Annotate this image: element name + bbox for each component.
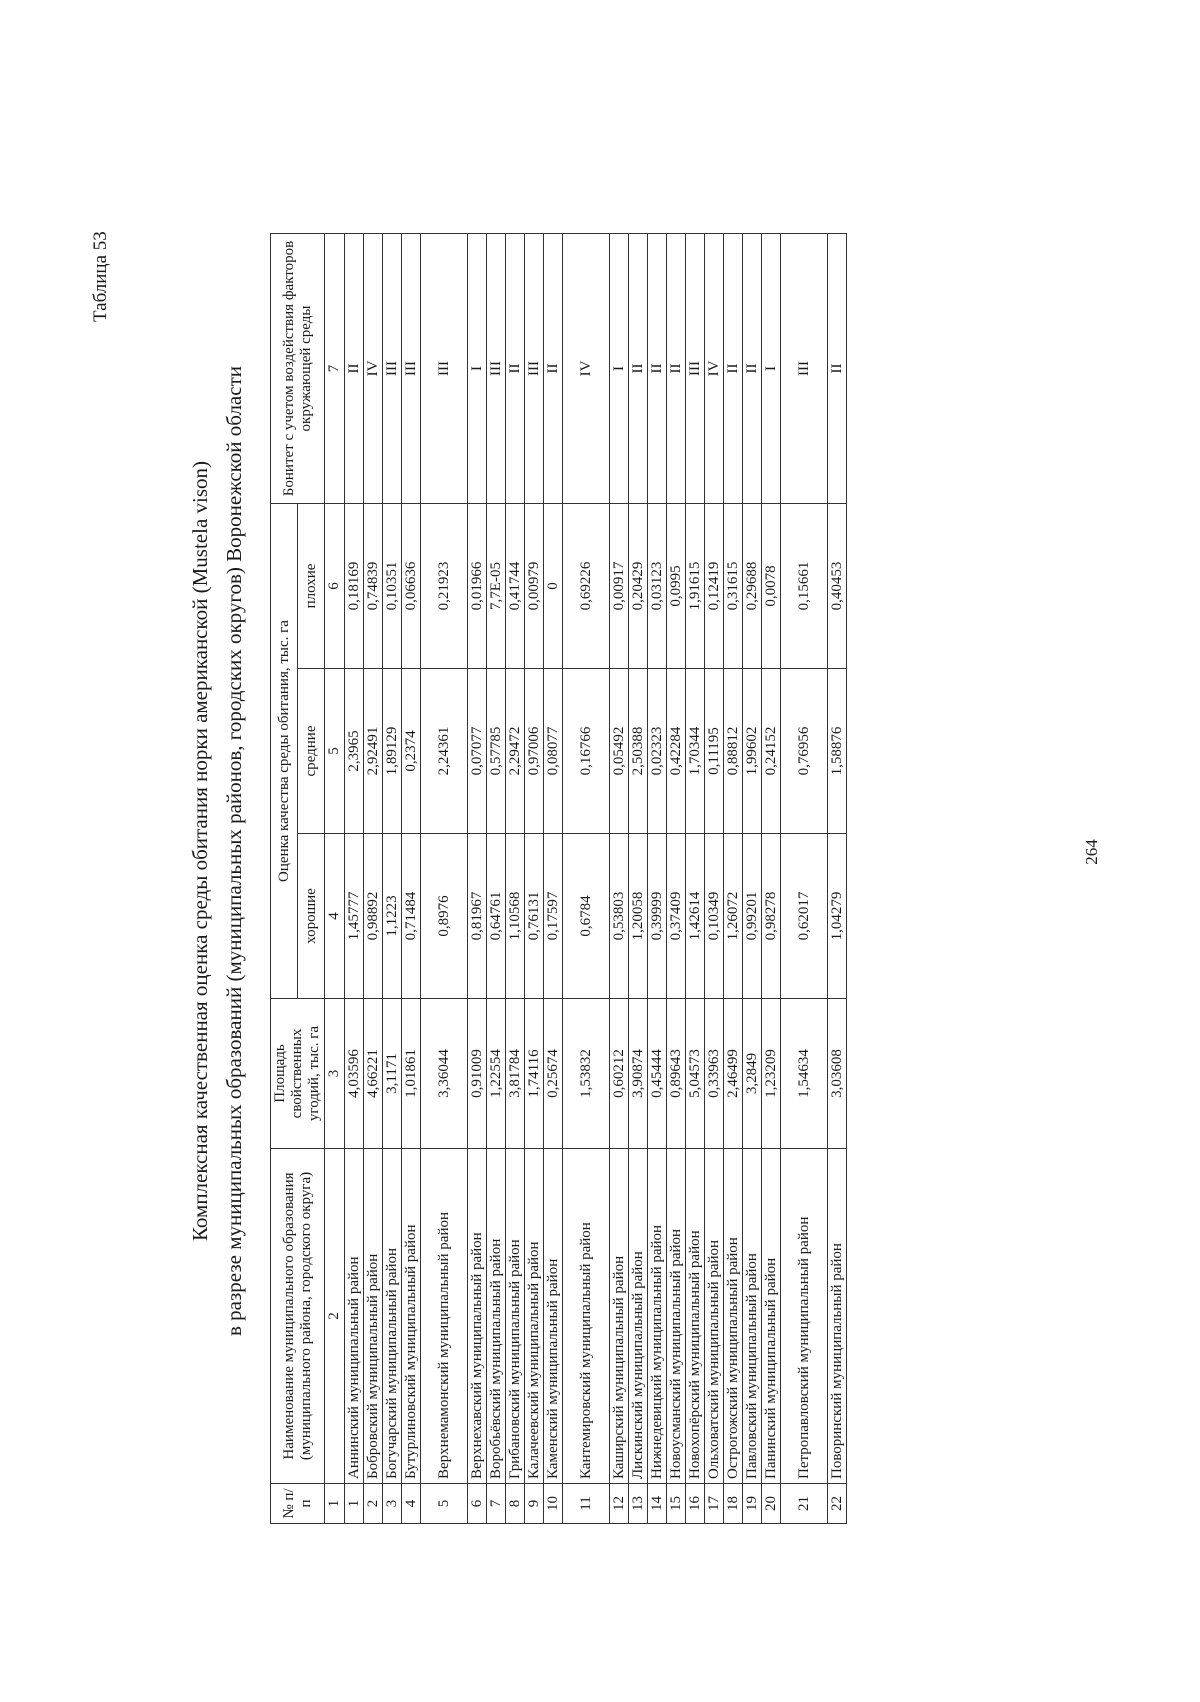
district-name: Грибановский муниципальный район bbox=[506, 1149, 525, 1484]
good-value: 1,20058 bbox=[629, 834, 648, 999]
district-name: Новохопёрский муниципальный район bbox=[686, 1149, 705, 1484]
district-name: Нижнедевицкий муниципальный район bbox=[648, 1149, 667, 1484]
column-number: 1 bbox=[325, 1484, 345, 1524]
table-row bbox=[743, 233, 762, 1523]
area-value: 3,81784 bbox=[506, 999, 525, 1149]
good-value: 0,6784 bbox=[563, 834, 610, 999]
table-title-line-2: в разрезе муниципальных образований (муниципальных районов, городских округов) Воронежской области bbox=[222, 366, 246, 1337]
bad-value: 0,03123 bbox=[648, 503, 667, 668]
bad-value: 0,69226 bbox=[563, 503, 610, 668]
district-name: Воробьёвский муниципальный район bbox=[487, 1149, 506, 1484]
bonitet-value: III bbox=[686, 233, 705, 503]
medium-value: 2,29472 bbox=[506, 669, 525, 834]
bad-value: 0,00917 bbox=[610, 503, 629, 668]
row-number: 12 bbox=[610, 1484, 629, 1524]
medium-value: 1,70344 bbox=[686, 669, 705, 834]
bonitet-value: II bbox=[544, 233, 563, 503]
bad-value: 1,91615 bbox=[686, 503, 705, 668]
medium-value: 0,76956 bbox=[781, 669, 828, 834]
bonitet-value: III bbox=[421, 233, 468, 503]
area-value: 3,03608 bbox=[828, 999, 847, 1149]
row-number: 22 bbox=[828, 1484, 847, 1524]
good-value: 0,64761 bbox=[487, 834, 506, 999]
bonitet-value: I bbox=[610, 233, 629, 503]
table-row bbox=[762, 233, 781, 1523]
table-row bbox=[383, 233, 402, 1523]
area-value: 4,66221 bbox=[364, 999, 383, 1149]
area-value: 3,90874 bbox=[629, 999, 648, 1149]
bonitet-value: II bbox=[667, 233, 686, 503]
table-row bbox=[506, 233, 525, 1523]
bad-value: 0,31615 bbox=[724, 503, 743, 668]
bonitet-value: II bbox=[743, 233, 762, 503]
table-row bbox=[345, 233, 364, 1523]
table-title-line-1: Комплексная качественная оценка среды обитания норки американской (Mustela vison) bbox=[188, 460, 212, 1242]
bonitet-value: IV bbox=[364, 233, 383, 503]
row-number: 14 bbox=[648, 1484, 667, 1524]
district-name: Богучарский муниципальный район bbox=[383, 1149, 402, 1484]
medium-value: 0,08077 bbox=[544, 669, 563, 834]
bad-value: 0,0995 bbox=[667, 503, 686, 668]
good-value: 0,62017 bbox=[781, 834, 828, 999]
good-value: 0,98892 bbox=[364, 834, 383, 999]
table-row bbox=[364, 233, 383, 1523]
row-number: 8 bbox=[506, 1484, 525, 1524]
bonitet-value: II bbox=[629, 233, 648, 503]
area-value: 1,54634 bbox=[781, 999, 828, 1149]
area-value: 0,91009 bbox=[468, 999, 487, 1149]
good-value: 1,10568 bbox=[506, 834, 525, 999]
row-number: 11 bbox=[563, 1484, 610, 1524]
medium-value: 0,42284 bbox=[667, 669, 686, 834]
medium-value: 2,24361 bbox=[421, 669, 468, 834]
table-row bbox=[648, 233, 667, 1523]
bad-value: 0,06636 bbox=[402, 503, 421, 668]
bonitet-value: III bbox=[487, 233, 506, 503]
area-value: 0,45444 bbox=[648, 999, 667, 1149]
district-name: Верхнехавский муниципальный район bbox=[468, 1149, 487, 1484]
bonitet-value: II bbox=[724, 233, 743, 503]
bonitet-value: II bbox=[345, 233, 364, 503]
bonitet-value: III bbox=[383, 233, 402, 503]
row-number: 18 bbox=[724, 1484, 743, 1524]
area-value: 0,89643 bbox=[667, 999, 686, 1149]
district-name: Лискинский муниципальный район bbox=[629, 1149, 648, 1484]
row-number: 2 bbox=[364, 1484, 383, 1524]
medium-value: 0,07077 bbox=[468, 669, 487, 834]
bonitet-value: II bbox=[648, 233, 667, 503]
good-value: 0,17597 bbox=[544, 834, 563, 999]
area-value: 1,23209 bbox=[762, 999, 781, 1149]
bad-value: 0 bbox=[544, 503, 563, 668]
bad-value: 0,29688 bbox=[743, 503, 762, 668]
area-value: 1,74116 bbox=[525, 999, 544, 1149]
medium-value: 2,50388 bbox=[629, 669, 648, 834]
good-value: 1,04279 bbox=[828, 834, 847, 999]
bonitet-value: I bbox=[762, 233, 781, 503]
table-row bbox=[525, 233, 544, 1523]
bad-value: 0,21923 bbox=[421, 503, 468, 668]
medium-value: 0,2374 bbox=[402, 669, 421, 834]
row-number: 6 bbox=[468, 1484, 487, 1524]
bonitet-value: IV bbox=[563, 233, 610, 503]
district-name: Павловский муниципальный район bbox=[743, 1149, 762, 1484]
table-row bbox=[487, 233, 506, 1523]
table-row bbox=[629, 233, 648, 1523]
bonitet-value: III bbox=[402, 233, 421, 503]
column-number: 4 bbox=[325, 834, 345, 999]
header-area: Площадь свойственных угодий, тыс. га bbox=[271, 999, 325, 1149]
bad-value: 7,7E-05 bbox=[487, 503, 506, 668]
district-name: Бобровский муниципальный район bbox=[364, 1149, 383, 1484]
good-value: 0,37409 bbox=[667, 834, 686, 999]
table-row bbox=[667, 233, 686, 1523]
page-number: 264 bbox=[1082, 839, 1101, 865]
row-number: 9 bbox=[525, 1484, 544, 1524]
bad-value: 0,41744 bbox=[506, 503, 525, 668]
area-value: 3,36044 bbox=[421, 999, 468, 1149]
row-number: 7 bbox=[487, 1484, 506, 1524]
good-value: 0,8976 bbox=[421, 834, 468, 999]
medium-value: 1,89129 bbox=[383, 669, 402, 834]
row-number: 5 bbox=[421, 1484, 468, 1524]
column-number: 3 bbox=[325, 999, 345, 1149]
header-bad: плохие bbox=[298, 503, 325, 668]
bad-value: 0,15661 bbox=[781, 503, 828, 668]
header-name: Наименование муниципального образования (муниципального района, городского округа) bbox=[271, 1149, 325, 1484]
column-number: 5 bbox=[325, 669, 345, 834]
medium-value: 0,16766 bbox=[563, 669, 610, 834]
bad-value: 0,0078 bbox=[762, 503, 781, 668]
table-row bbox=[421, 233, 468, 1523]
medium-value: 0,02323 bbox=[648, 669, 667, 834]
bonitet-value: III bbox=[781, 233, 828, 503]
area-value: 0,60212 bbox=[610, 999, 629, 1149]
column-number: 2 bbox=[325, 1149, 345, 1484]
area-value: 1,22554 bbox=[487, 999, 506, 1149]
area-value: 0,33963 bbox=[705, 999, 724, 1149]
good-value: 0,99201 bbox=[743, 834, 762, 999]
table-row bbox=[610, 233, 629, 1523]
row-number: 3 bbox=[383, 1484, 402, 1524]
column-number: 6 bbox=[325, 503, 345, 668]
header-good: хорошие bbox=[298, 834, 325, 999]
area-value: 1,53832 bbox=[563, 999, 610, 1149]
bad-value: 0,74839 bbox=[364, 503, 383, 668]
medium-value: 2,3965 bbox=[345, 669, 364, 834]
row-number: 13 bbox=[629, 1484, 648, 1524]
bonitet-value: IV bbox=[705, 233, 724, 503]
good-value: 1,45777 bbox=[345, 834, 364, 999]
table-row bbox=[402, 233, 421, 1523]
table-row bbox=[828, 233, 847, 1523]
table-row bbox=[686, 233, 705, 1523]
table-label: Таблица 53 bbox=[90, 231, 111, 322]
area-value: 5,04573 bbox=[686, 999, 705, 1149]
district-name: Острогожский муниципальный район bbox=[724, 1149, 743, 1484]
medium-value: 0,57785 bbox=[487, 669, 506, 834]
header-medium: средние bbox=[298, 669, 325, 834]
bad-value: 0,12419 bbox=[705, 503, 724, 668]
bad-value: 0,01966 bbox=[468, 503, 487, 668]
column-number: 7 bbox=[325, 233, 345, 503]
row-number: 19 bbox=[743, 1484, 762, 1524]
row-number: 16 bbox=[686, 1484, 705, 1524]
medium-value: 2,92491 bbox=[364, 669, 383, 834]
table-row bbox=[563, 233, 610, 1523]
medium-value: 0,88812 bbox=[724, 669, 743, 834]
row-number: 21 bbox=[781, 1484, 828, 1524]
good-value: 0,53803 bbox=[610, 834, 629, 999]
area-value: 3,1171 bbox=[383, 999, 402, 1149]
good-value: 0,76131 bbox=[525, 834, 544, 999]
district-name: Кантемировский муниципальный район bbox=[563, 1149, 610, 1484]
district-name: Панинский муниципальный район bbox=[762, 1149, 781, 1484]
row-number: 15 bbox=[667, 1484, 686, 1524]
district-name: Аннинский муниципальный район bbox=[345, 1149, 364, 1484]
area-value: 1,01861 bbox=[402, 999, 421, 1149]
good-value: 0,71484 bbox=[402, 834, 421, 999]
bonitet-value: II bbox=[828, 233, 847, 503]
bonitet-value: I bbox=[468, 233, 487, 503]
good-value: 0,10349 bbox=[705, 834, 724, 999]
row-number: 10 bbox=[544, 1484, 563, 1524]
table-row bbox=[781, 233, 828, 1523]
bonitet-value: III bbox=[525, 233, 544, 503]
medium-value: 1,58876 bbox=[828, 669, 847, 834]
header-number: № п/п bbox=[271, 1484, 325, 1524]
medium-value: 0,97006 bbox=[525, 669, 544, 834]
medium-value: 0,24152 bbox=[762, 669, 781, 834]
row-number: 4 bbox=[402, 1484, 421, 1524]
table-row bbox=[544, 233, 563, 1523]
bad-value: 0,00979 bbox=[525, 503, 544, 668]
area-value: 4,03596 bbox=[345, 999, 364, 1149]
medium-value: 1,99602 bbox=[743, 669, 762, 834]
habitat-quality-table bbox=[270, 233, 847, 1524]
district-name: Ольховатский муниципальный район bbox=[705, 1149, 724, 1484]
good-value: 1,42614 bbox=[686, 834, 705, 999]
good-value: 1,26072 bbox=[724, 834, 743, 999]
good-value: 0,98278 bbox=[762, 834, 781, 999]
row-number: 20 bbox=[762, 1484, 781, 1524]
bad-value: 0,40453 bbox=[828, 503, 847, 668]
district-name: Новоусманский муниципальный район bbox=[667, 1149, 686, 1484]
bonitet-value: II bbox=[506, 233, 525, 503]
good-value: 1,1223 bbox=[383, 834, 402, 999]
district-name: Верхнемамонский муниципальный район bbox=[421, 1149, 468, 1484]
bad-value: 0,18169 bbox=[345, 503, 364, 668]
district-name: Калачеевский муниципальный район bbox=[525, 1149, 544, 1484]
district-name: Петропавловский муниципальный район bbox=[781, 1149, 828, 1484]
bad-value: 0,10351 bbox=[383, 503, 402, 668]
table-row bbox=[705, 233, 724, 1523]
good-value: 0,39999 bbox=[648, 834, 667, 999]
row-number: 1 bbox=[345, 1484, 364, 1524]
table-row bbox=[468, 233, 487, 1523]
medium-value: 0,11195 bbox=[705, 669, 724, 834]
district-name: Бутурлиновский муниципальный район bbox=[402, 1149, 421, 1484]
area-value: 2,46499 bbox=[724, 999, 743, 1149]
district-name: Каширский муниципальный район bbox=[610, 1149, 629, 1484]
area-value: 3,2849 bbox=[743, 999, 762, 1149]
table-row bbox=[724, 233, 743, 1523]
area-value: 0,25674 bbox=[544, 999, 563, 1149]
row-number: 17 bbox=[705, 1484, 724, 1524]
medium-value: 0,05492 bbox=[610, 669, 629, 834]
district-name: Каменский муниципальный район bbox=[544, 1149, 563, 1484]
good-value: 0,81967 bbox=[468, 834, 487, 999]
header-quality-group: Оценка качества среды обитания, тыс. га bbox=[271, 503, 298, 998]
district-name: Поворинский муниципальный район bbox=[828, 1149, 847, 1484]
bad-value: 0,20429 bbox=[629, 503, 648, 668]
header-bonitet: Бонитет с учетом воздействия факторов окружающей среды bbox=[271, 233, 325, 503]
